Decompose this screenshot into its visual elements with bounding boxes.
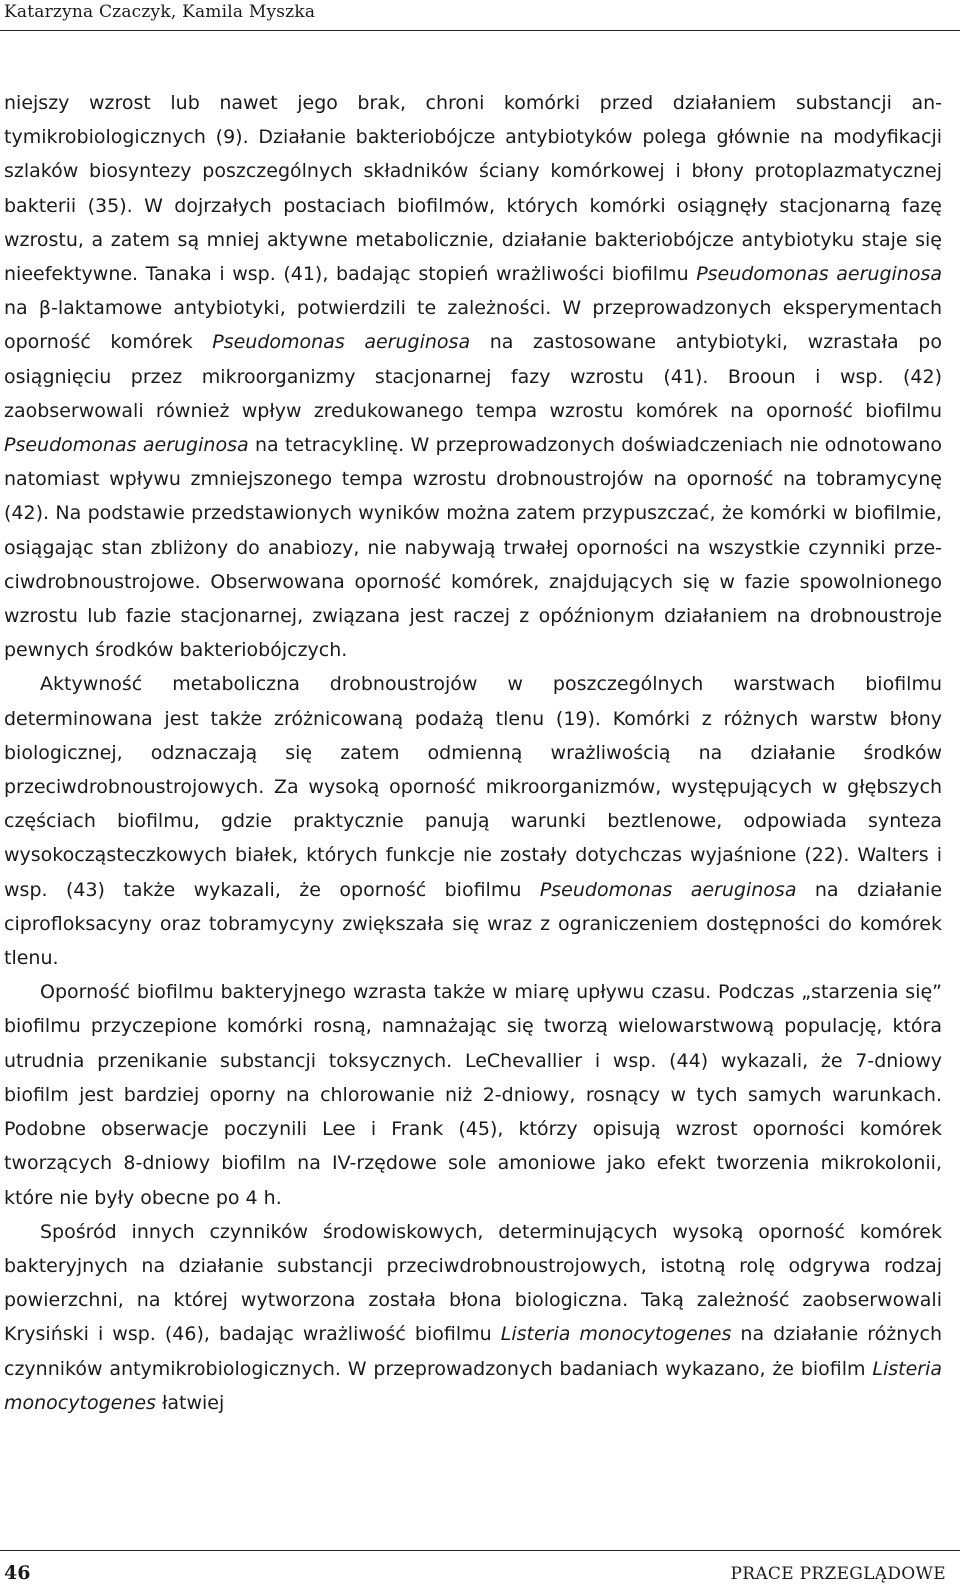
species-name: Listeria monocytogenes: [4, 1357, 942, 1414]
section-label: PRACE PRZEGLĄDOWE: [730, 1564, 946, 1584]
footer-rule: [0, 1550, 960, 1551]
page-number: 46: [4, 1562, 31, 1584]
species-name: Pseudomonas aeruginosa: [4, 434, 249, 457]
paragraph: [4, 1215, 942, 1420]
running-header-authors: Katarzyna Czaczyk, Kamila Myszka: [4, 2, 316, 22]
species-name: Pseudomonas aeruginosa: [539, 878, 797, 901]
text-run: Spośród innych czynników środowiskowych, determinujących wysoką oporność komórek bakteryjnych na działanie substancji przeciwdrobnoustrojowych, istotną rolę odgrywa rodzaj powierzchni, na której wytworzona została błona biologiczna. Taką zależność zaobserwowali Krysiński i wsp. (46), badając wrażliwość biofilmu: [4, 1220, 942, 1346]
text-run: na tetracyklinę. W przeprowadzonych doświadczeniach nie odnotowano natomiast wpływu zmniejszonego tempa wzrostu drobnoustrojów na oporność na tobramycynę (42). Na podstawie przedstawionych wyników można zatem przypuszczać, że komórki w biofilmie, osiągając stan zbliżony do anabiozy, nie nabywają trwałej oporności na wszystkie czynniki przeciwdrobnoustrojowe. Obserwowana oporność komórek, znajdujących się w fazie spowolnionego wzrostu lub fazie stacjonarnej, związana jest raczej z opóźnionym działaniem na drobnoustroje pewnych środków bakteriobójczych.: [4, 434, 942, 662]
text-run: łatwiej: [155, 1391, 225, 1414]
paragraph: [4, 667, 942, 975]
text-run: na działanie ciprofloksacyny oraz tobramycyny zwiększała się wraz z ograniczeniem dostępności do komórek tlenu.: [4, 878, 943, 970]
paragraph: [4, 86, 942, 667]
text-run: na β-laktamowe antybiotyki, potwierdzili te zależności. W przeprowadzonych eksperymentach oporność komórek: [4, 297, 942, 354]
article-body: [4, 86, 942, 1420]
text-run: niejszy wzrost lub nawet jego brak, chroni komórki przed działaniem substancji antymikrobiologicznych (9). Działanie bakteriobójcze antybiotyków polega głównie na modyfikacji szlaków biosyntezy poszczególnych składników ściany komórkowej i błony protoplazmatycznej bakterii (35). W dojrzałych postaciach biofilmów, których komórki osiągnęły stacjonarną fazę wzrostu, a zatem są mniej aktywne metabolicznie, działanie bakteriobójcze antybiotyku staje się nieefektywne. Tanaka i wsp. (41), badając stopień wrażliwości biofilmu: [4, 92, 942, 286]
text-run: na zastosowane antybiotyki, wzrastała po osiągnięciu przez mikroorganizmy stacjonarnej fazy wzrostu (41). Brooun i wsp. (42) zaobserwowali również wpływ zredukowanego tempa wzrostu komórek na oporność biofilmu: [4, 331, 942, 422]
text-run: na działanie różnych czynników antymikrobiologicznych. W przeprowadzonych badaniach wykazano, że biofilm: [4, 1323, 942, 1380]
text-run: Aktywność metaboliczna drobnoustrojów w poszczególnych warstwach biofilmu determinowana jest także zróżnicowaną podażą tlenu (19). Komórki z różnych warstw błony biologicznej, odznaczają się zatem odmienną wrażliwością na działanie środków przeciwdrobnoustrojowych. Za wysoką oporność mikroorganizmów, występujących w głębszych częściach biofilmu, gdzie praktycznie panują warunki beztlenowe, odpowiada synteza wysokocząsteczkowych białek, których funkcje nie zostały dotychczas wyjaśnione (22). Walters i wsp. (43) także wykazali, że oporność biofilmu: [4, 673, 942, 901]
paragraph: [4, 975, 942, 1214]
species-name: Pseudomonas aeruginosa: [696, 263, 943, 286]
text-run: Oporność biofilmu bakteryjnego wzrasta także w miarę upływu czasu. Podczas „starzenia się” biofilmu przyczepione komórki rosną, namnażając się tworzą wielowarstwową populację, która utrudnia przenikanie substancji toksycznych. LeChevallier i wsp. (44) wykazali, że 7-dniowy biofilm jest bardziej oporny na chlorowanie niż 2-dniowy, rosnący w tych samych warunkach. Podobne obserwacje poczynili Lee i Frank (45), którzy opisują wzrost oporności komórek tworzących 8-dniowy biofilm na IV-rzędowe sole amoniowe jako efekt tworzenia mikrokolonii, które nie były obecne po 4 h.: [4, 981, 942, 1209]
species-name: Pseudomonas aeruginosa: [212, 331, 471, 354]
header-rule: [0, 30, 960, 31]
species-name: Listeria monocytogenes: [500, 1323, 732, 1346]
